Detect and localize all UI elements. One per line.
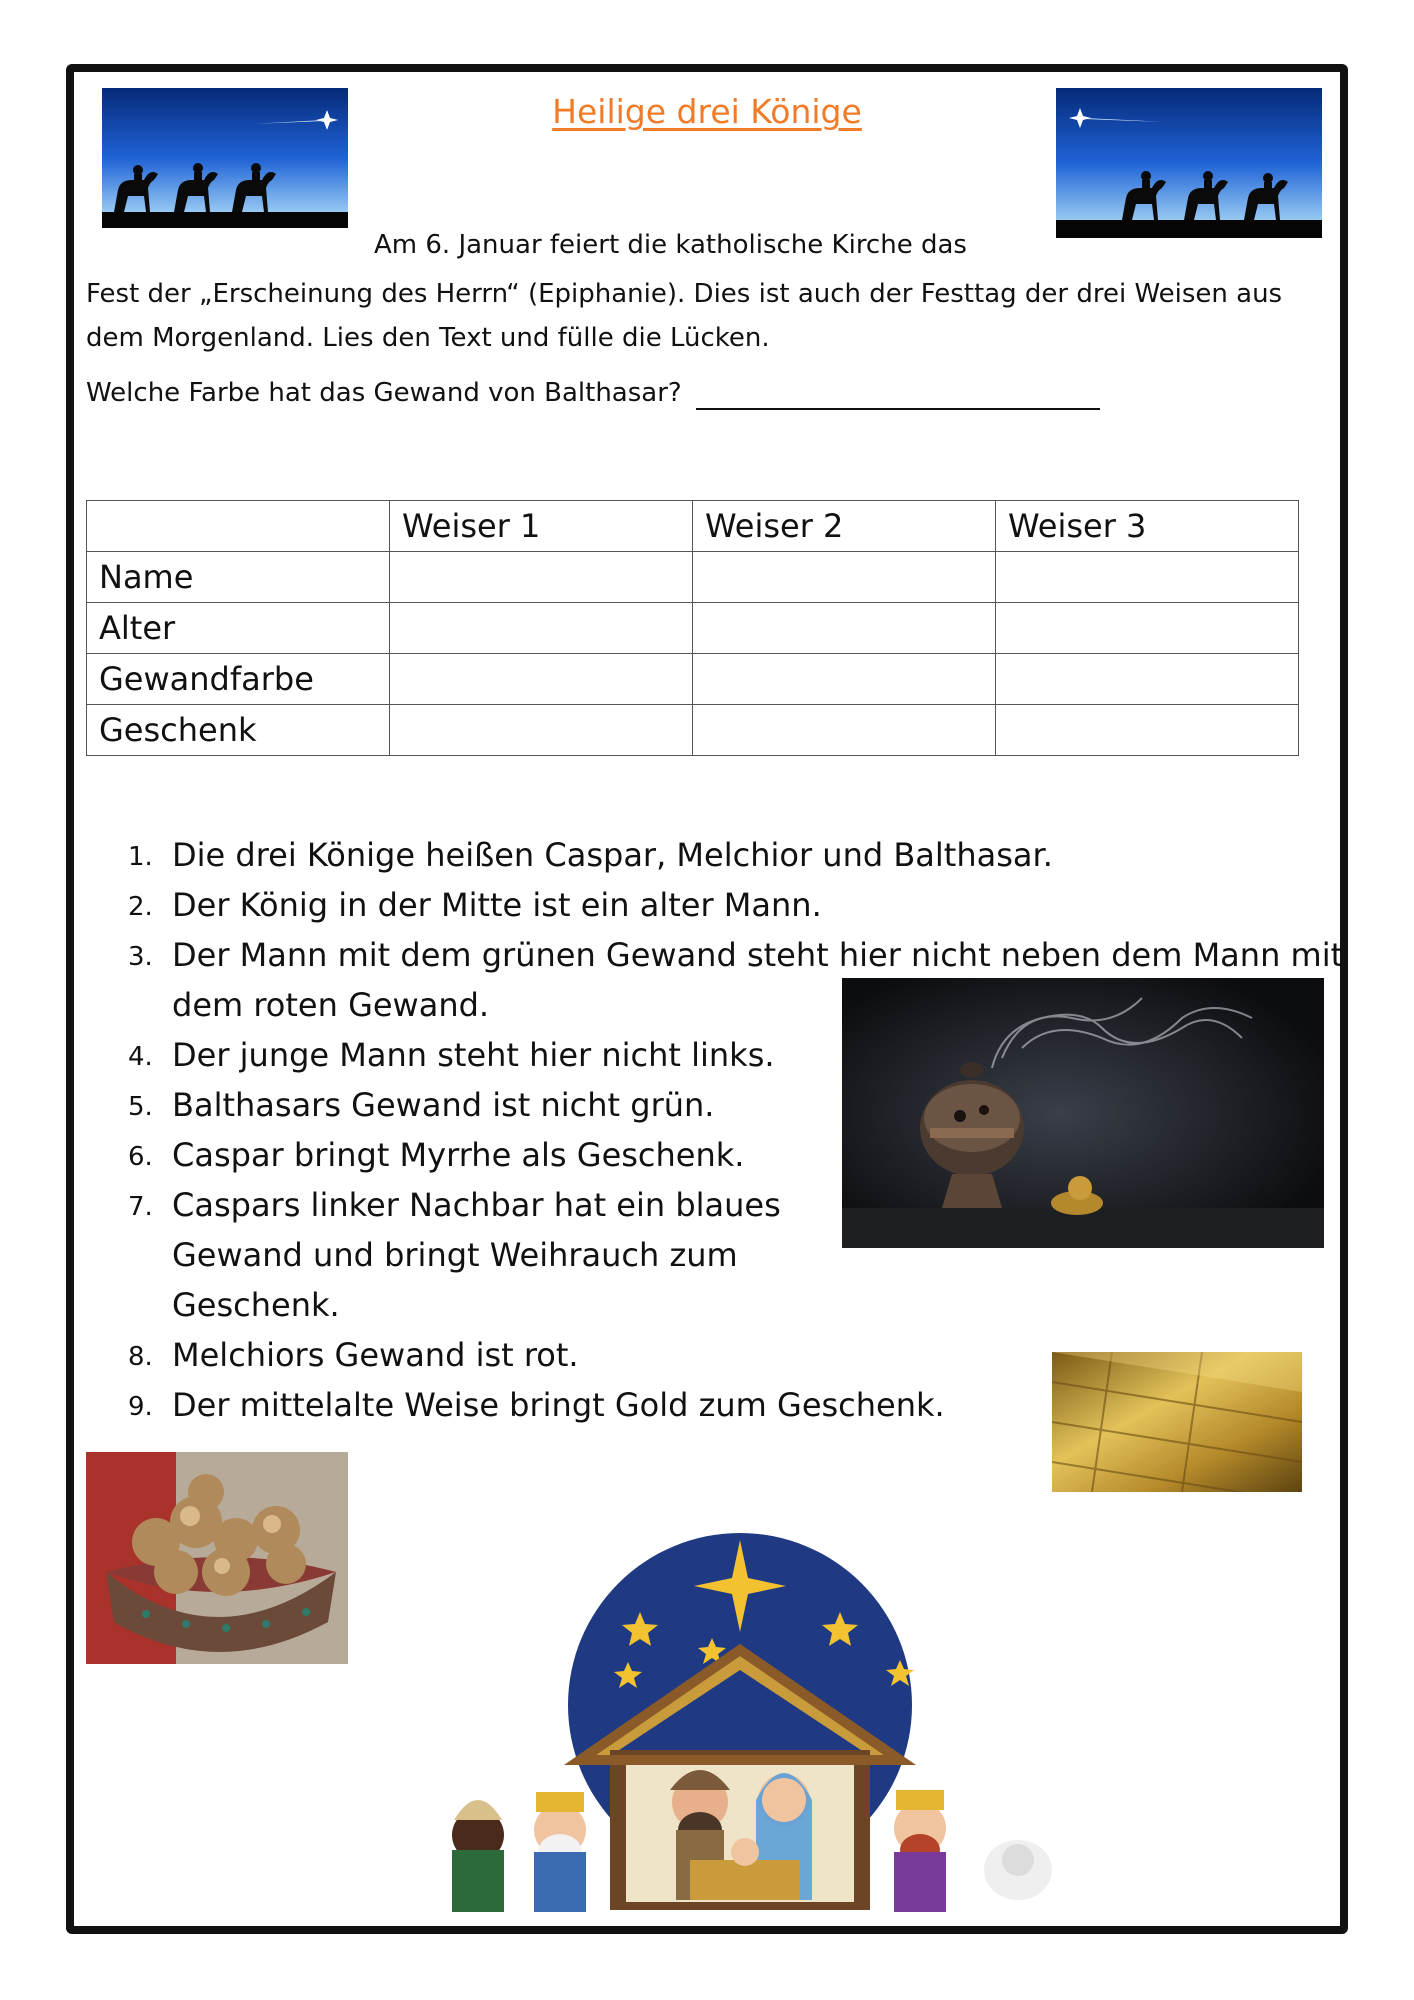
page-title: Heilige drei Könige [552,92,862,131]
list-item: 8. Melchiors Gewand ist rot. [128,1336,579,1374]
table-header-cell: Weiser 2 [693,501,996,552]
answer-cell[interactable] [996,654,1299,705]
myrrh-bowl-image [86,1452,348,1664]
row-label: Name [87,552,390,603]
list-item: 6. Caspar bringt Myrrhe als Geschenk. [128,1136,745,1174]
incense-burner-image [842,978,1324,1248]
logic-grid-table [86,500,1299,756]
intro-line-1: Am 6. Januar feiert die katholische Kirche das [374,230,967,260]
list-item: 7. Caspars linker Nachbar hat ein blaues Gewand und bringt Weihrauch zum Geschenk. [128,1186,781,1324]
table-row [87,654,1299,705]
list-item: 1. Die drei Könige heißen Caspar, Melchior und Balthasar. [128,836,1053,874]
table-header-cell: Weiser 3 [996,501,1299,552]
question-text: Welche Farbe hat das Gewand von Balthasar? [86,378,682,408]
answer-cell[interactable] [693,603,996,654]
table-header-row [87,501,1299,552]
answer-cell[interactable] [996,552,1299,603]
table-header-cell: Weiser 1 [390,501,693,552]
answer-cell[interactable] [996,603,1299,654]
answer-line[interactable] [696,408,1100,410]
gold-bars-image [1052,1352,1302,1492]
answer-cell[interactable] [693,552,996,603]
answer-cell[interactable] [390,705,693,756]
answer-cell[interactable] [996,705,1299,756]
table-row [87,603,1299,654]
row-label: Geschenk [87,705,390,756]
answer-cell[interactable] [390,654,693,705]
list-item: 4. Der junge Mann steht hier nicht links. [128,1036,775,1074]
list-item: 2. Der König in der Mitte ist ein alter Mann. [128,886,822,924]
answer-cell[interactable] [693,705,996,756]
table-header-cell [87,501,390,552]
answer-cell[interactable] [390,603,693,654]
intro-paragraph: Fest der „Erscheinung des Herrn“ (Epiphanie). Dies ist auch der Festtag der drei Weisen aus dem Morgenland. Lies den Text und fülle die Lücken. [86,279,1283,353]
table-row [87,552,1299,603]
answer-cell[interactable] [390,552,693,603]
list-item: 5. Balthasars Gewand ist nicht grün. [128,1086,715,1124]
list-item: 3. Der Mann mit dem grünen Gewand steht hier nicht neben dem Mann mit dem roten Gewand. [128,936,1344,1024]
table-row [87,705,1299,756]
nativity-scene-illustration [400,1530,1100,1916]
list-item: 9. Der mittelalte Weise bringt Gold zum Geschenk. [128,1386,945,1424]
row-label: Gewandfarbe [87,654,390,705]
row-label: Alter [87,603,390,654]
answer-cell[interactable] [693,654,996,705]
